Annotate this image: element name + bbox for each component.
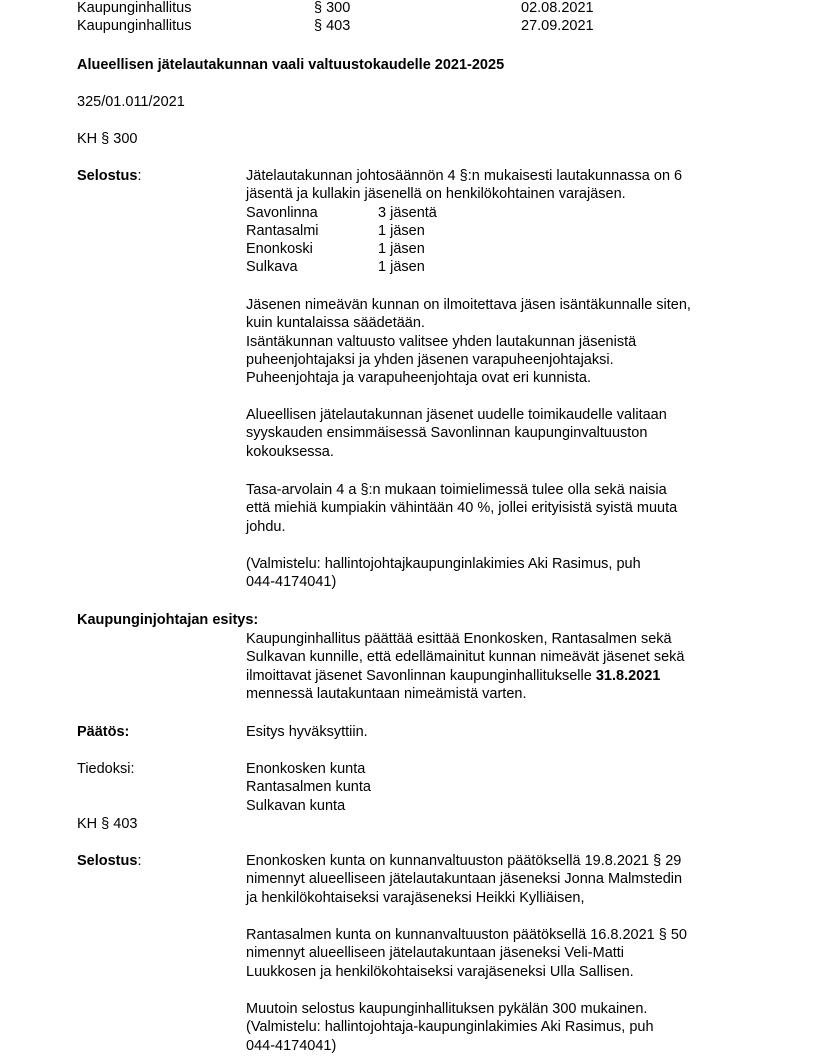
text-line: Jätelautakunnan johtosäännön 4 §:n mukaisesti lautakunnassa on 6 xyxy=(246,168,683,184)
proposal-label: Kaupunginjohtajan esitys: xyxy=(77,612,259,628)
section-label-kh403: KH § 403 xyxy=(77,816,138,832)
section-label-kh300: KH § 300 xyxy=(77,131,138,147)
preparer-note: (Valmistelu: hallintojohtajkaupunginlakimies Aki Rasimus, puh 044-4174041) xyxy=(246,556,641,591)
municipality-row: Savonlinna 3 jäsentä xyxy=(246,204,437,221)
paragraph: Enonkosken kunta on kunnanvaltuuston päätöksellä 19.8.2021 § 29 nimennyt alueelliseen jätelautakuntaan jäseneksi Jonna Malmstedin ja henkilökohtaiseksi varajäseneksi Heikki Kylliäisen, xyxy=(246,853,683,906)
paragraph: Rantasalmen kunta on kunnanvaltuuston päätöksellä 16.8.2021 § 50 nimennyt alueelliseen jätelautakuntaan jäseneksi Veli-Matti Luukkosen ja henkilökohtaiseksi varajäseneksi Ulla Sallisen. xyxy=(246,927,687,980)
municipality-row: Sulkava 1 jäsen xyxy=(246,259,425,276)
recipient: Rantasalmen kunta xyxy=(246,779,371,796)
header-section: § 403 xyxy=(314,18,351,34)
recipient: Sulkavan kunta xyxy=(246,797,346,814)
header-row xyxy=(77,0,191,17)
municipality-row: Enonkoski 1 jäsen xyxy=(246,241,425,258)
paragraph: Muutoin selostus kaupunginhallituksen pykälän 300 mukainen. (Valmistelu: hallintojohtaja-kaupunginlakimies Aki Rasimus, puh 044-4174041) xyxy=(246,1001,654,1054)
recipient: Enonkosken kunta xyxy=(246,761,366,777)
paragraph: Jäsenen nimeävän kunnan on ilmoitettava jäsen isäntäkunnalle siten, kuin kuntalaissa säädetään. Isäntäkunnan valtuusto valitsee yhden lautakunnan jäsenistä puheenjohtajaksi ja yhden jäsenen varapuheenjohtajaksi. Puheenjohtaja ja varapuheenjohtaja ovat eri kunnista. xyxy=(246,297,691,387)
reference-number: 325/01.011/2021 xyxy=(77,94,185,110)
header-section: § 300 xyxy=(314,0,351,16)
header-body: Kaupunginhallitus xyxy=(77,18,192,34)
decision-text: Esitys hyväksyttiin. xyxy=(246,724,368,740)
info-label: Tiedoksi: xyxy=(77,761,135,777)
proposal-body: Kaupunginhallitus päättää esittää Enonkosken, Rantasalmen sekä Sulkavan kunnille, että edellämainitut kunnan nimeävät jäsenet sekä ilmoittavat jäsenet Savonlinnan kaupunginhallitukselle 31.8.2021 mennessä lautakuntaan nimeämistä varten. xyxy=(246,631,685,702)
selostus-body-kh300 xyxy=(246,167,766,277)
text-line: jäsentä ja kullakin jäsenellä on henkilökohtainen varajäsen. xyxy=(246,186,626,203)
municipality-row: Rantasalmi 1 jäsen xyxy=(246,222,425,239)
document-title: Alueellisen jätelautakunnan vaali valtuustokaudelle 2021-2025 xyxy=(77,57,505,73)
paragraph: Alueellisen jätelautakunnan jäsenet uudelle toimikaudelle valitaan syyskauden ensimmäisessä Savonlinnan kaupunginvaltuuston kokouksessa. xyxy=(246,407,667,460)
selostus-label: Selostus: xyxy=(77,168,142,184)
header-date: 02.08.2021 xyxy=(521,0,594,16)
selostus-label: Selostus: xyxy=(77,853,142,869)
header-body: Kaupunginhallitus xyxy=(77,0,192,16)
decision-label: Päätös: xyxy=(77,724,130,740)
proposal-deadline: 31.8.2021 xyxy=(595,667,661,684)
info-recipients xyxy=(246,760,766,815)
paragraph: Tasa-arvolain 4 a §:n mukaan toimielimessä tulee olla sekä naisia että miehiä kumpiakin vähintään 40 %, jollei erityisistä syistä muuta johdu. xyxy=(246,482,678,535)
header-date: 27.09.2021 xyxy=(521,18,594,34)
